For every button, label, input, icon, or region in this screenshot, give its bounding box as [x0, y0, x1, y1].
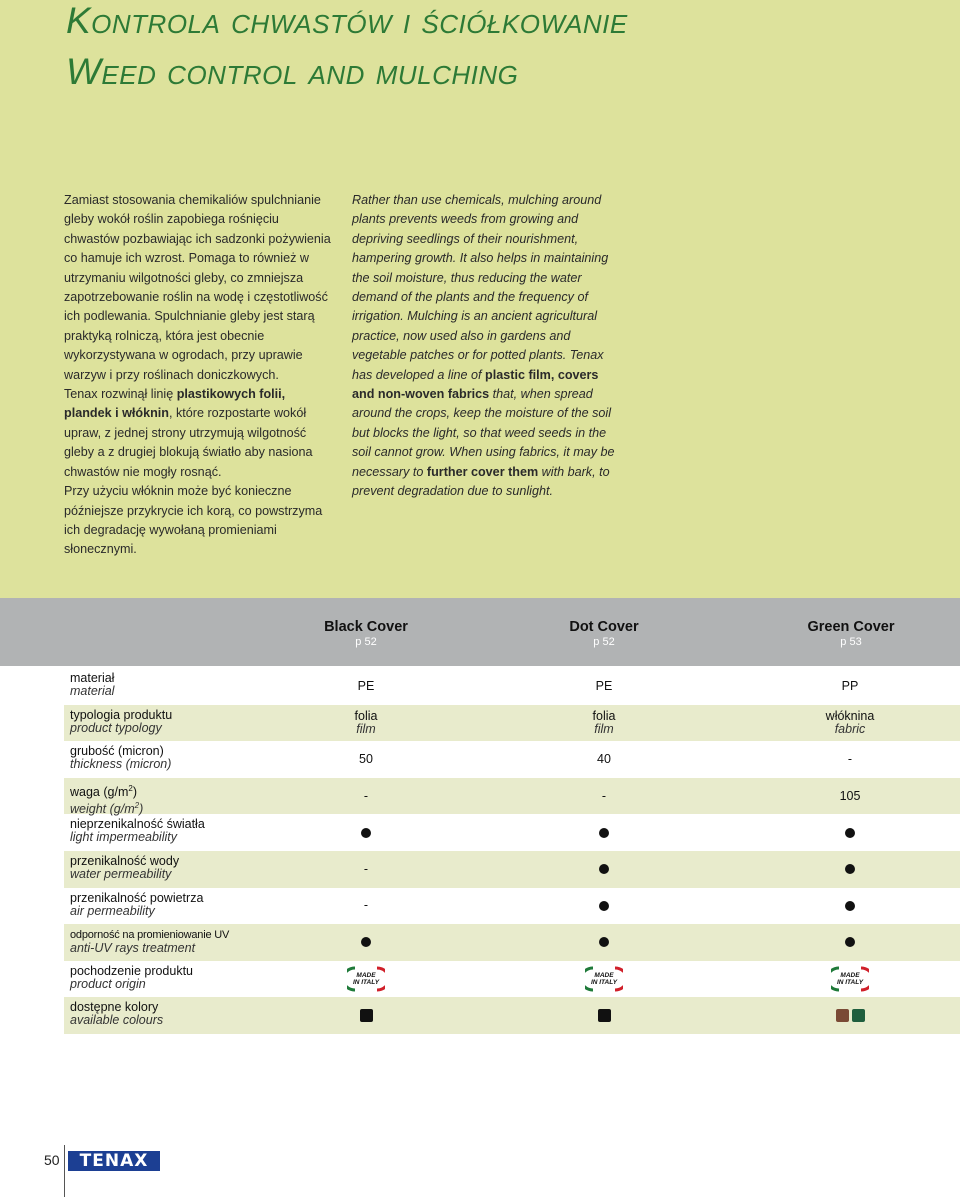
tenax-logo: [68, 1151, 160, 1171]
table-row-colours: [64, 997, 960, 1034]
label-pl: odporność na promieniowanie UV: [70, 929, 230, 942]
badge-line-1: MADE: [356, 972, 376, 980]
product-green-cover[interactable]: [761, 619, 941, 649]
cell-value: [544, 888, 664, 925]
table-row-uv-treatment: [64, 924, 960, 961]
label-pl-end: ): [132, 784, 137, 799]
yes-dot-icon: [845, 828, 855, 838]
footer-divider: [64, 1145, 65, 1197]
table-row-typology: [64, 705, 960, 742]
label-pl: nieprzenikalność światła: [70, 817, 205, 832]
value-pl: folia: [354, 708, 378, 723]
made-in-italy-badge-icon: [585, 965, 623, 993]
table-row-weight: [64, 778, 960, 815]
table-row-material: [64, 668, 960, 705]
table-row-origin: [64, 961, 960, 998]
cell-value: [790, 997, 910, 1034]
intro-pl-paragraph-1: Zamiast stosowania chemikaliów spulchnianie gleby wokół roślin zapobiega rośnięciu chwastów pozbawiając ich sadzonki pożywienia co hamuje ich wzrost. Pomaga to również w utrzymaniu wilgotności gleby, co zmniejsza zapotrzebowanie roślin na wodę i częstotliwość ich podlewania. Spulchnianie gleby jest starą praktyką rolniczą, która jest obecnie wykorzystywana w ogrodach, przy uprawie warzyw i przy roślinach doniczkowych.: [64, 193, 331, 382]
cell-value: [790, 961, 910, 998]
intro-panel: [0, 0, 960, 598]
cell-value: [544, 814, 664, 851]
badge-text: [831, 972, 869, 986]
value-en: film: [594, 721, 614, 736]
cell-value: 105: [839, 788, 861, 803]
cell-value: [544, 705, 664, 742]
yes-dot-icon: [599, 937, 609, 947]
cell-value: 40: [597, 751, 611, 766]
cell-value: [306, 814, 426, 851]
label-en: product typology: [70, 720, 162, 735]
label-en: light impermeability: [70, 830, 177, 845]
label-pl: materiał: [70, 671, 115, 685]
intro-text-pl: [64, 191, 334, 560]
intro-pl-p2-end: , które rozpostarte wokół upraw, z jednej strony utrzymują wilgotność gleby a z drugiej blokują światło aby nasiona chwastów nie mogły rosnąć.: [64, 406, 313, 479]
cell-value: -: [847, 751, 853, 766]
cell-value: [790, 705, 910, 742]
cell-value: [544, 961, 664, 998]
row-label: [70, 855, 179, 881]
label-pl: dostępne kolory: [70, 1000, 159, 1015]
made-in-italy-badge-icon: [347, 965, 385, 993]
label-en: product origin: [70, 976, 146, 991]
cell-value: [306, 924, 426, 961]
product-name: Dot Cover: [569, 619, 639, 635]
cell-value: 50: [359, 751, 373, 766]
title-pl: Kontrola chwastów i ściółkowanie: [66, 0, 628, 41]
row-label: [70, 818, 205, 844]
cell-value: -: [363, 788, 369, 803]
cell-value: [544, 924, 664, 961]
label-en-end: ): [139, 802, 144, 817]
row-label: [70, 782, 143, 816]
badge-line-1: MADE: [840, 972, 860, 980]
intro-pl-p2-bold: plastikowych folii, plandek i włóknin: [64, 387, 286, 421]
yes-dot-icon: [845, 937, 855, 947]
intro-en-bold-2: further cover them: [426, 464, 539, 479]
product-name: Black Cover: [324, 619, 408, 635]
product-dot-cover[interactable]: [514, 619, 694, 649]
intro-text-en: [352, 191, 622, 502]
intro-en-bold-1: plastic film, covers and non-woven fabrics: [352, 367, 599, 402]
badge-line-2: IN ITALY: [352, 979, 380, 987]
label-pl: [70, 785, 137, 799]
label-pl-sup: 2: [128, 783, 133, 793]
cell-value: [306, 961, 426, 998]
intro-en-part-2: that, when spread around the crops, keep the moisture of the soil but blocks the light, so that weed seeds in the soil cannot grow. When using fabrics, it may be necessary to: [352, 387, 615, 479]
yes-dot-icon: [361, 937, 371, 947]
yes-dot-icon: [599, 901, 609, 911]
cell-value: PE: [595, 678, 613, 693]
value-en: fabric: [834, 721, 866, 736]
label-pl: pochodzenie produktu: [70, 963, 194, 978]
badge-line-2: IN ITALY: [836, 979, 864, 987]
made-in-italy-badge-icon: [831, 965, 869, 993]
cell-value: PE: [357, 678, 375, 693]
yes-dot-icon: [361, 828, 371, 838]
label-pl: typologia produktu: [70, 707, 173, 722]
cell-value: PP: [841, 678, 859, 693]
intro-en-part-3: with bark, to prevent degradation due to sunlight.: [352, 464, 610, 499]
row-label: [70, 965, 193, 991]
label-en-main: weight (g/m: [70, 802, 135, 817]
cell-value: -: [601, 788, 607, 803]
value-en: film: [356, 721, 376, 736]
label-en: thickness (micron): [70, 757, 172, 772]
yes-dot-icon: [599, 864, 609, 874]
black-swatch: [598, 1009, 611, 1022]
cell-value: [306, 997, 426, 1034]
comparison-table: [64, 668, 960, 1034]
row-label: [70, 672, 114, 698]
cell-value: [790, 888, 910, 925]
table-row-thickness: [64, 741, 960, 778]
intro-pl-paragraph-3: Przy użyciu włóknin może być konieczne późniejsze przykrycie ich korą, co powstrzyma ich degradację wywołaną promieniami słonecznymi.: [64, 484, 323, 557]
label-pl-main: waga (g/m: [70, 784, 129, 799]
row-label: [70, 745, 171, 771]
product-black-cover[interactable]: [276, 619, 456, 649]
cell-value: -: [363, 898, 369, 913]
logo-text: TENAX: [79, 1151, 149, 1171]
label-en: air permeability: [70, 903, 155, 918]
label-en-sup: 2: [134, 800, 140, 810]
badge-line-2: IN ITALY: [590, 979, 618, 987]
row-label: [70, 928, 229, 955]
intro-en-part-1: Rather than use chemicals, mulching around plants prevents weeds from growing and depriving seedlings of their nourishment, hampering growth. It also helps in maintaining the soil moisture, thus reducing the water demand of the plants and the frequency of irrigation. Mulching is an ancient agricultural practice, now used also in gardens and vegetable patches or for potted plants. Tenax has developed a line of: [352, 193, 609, 382]
table-row-water-permeability: [64, 851, 960, 888]
cell-value: [790, 851, 910, 888]
label-en: available colours: [70, 1013, 164, 1028]
label-pl: grubość (micron): [70, 744, 164, 759]
cell-value: -: [363, 861, 369, 876]
product-page-ref: p 52: [355, 636, 377, 648]
label-pl: przenikalność wody: [70, 853, 180, 868]
yes-dot-icon: [599, 828, 609, 838]
label-en: material: [70, 684, 115, 698]
cell-value: [544, 851, 664, 888]
label-en: anti-UV rays treatment: [70, 941, 196, 956]
black-swatch: [360, 1009, 373, 1022]
product-name: Green Cover: [807, 619, 895, 635]
product-page-ref: p 53: [840, 636, 862, 648]
cell-value: [544, 997, 664, 1034]
badge-line-1: MADE: [594, 972, 614, 980]
green-swatch: [852, 1009, 865, 1022]
brown-swatch: [836, 1009, 849, 1022]
page-number: 50: [44, 1152, 60, 1168]
table-row-light-impermeability: [64, 814, 960, 851]
table-row-air-permeability: [64, 888, 960, 925]
value-pl: włóknina: [825, 708, 875, 723]
cell-value: [790, 924, 910, 961]
intro-pl-paragraph-2: [64, 385, 334, 482]
intro-pl-p2-start: Tenax rozwinął linię: [64, 387, 177, 402]
title-en: Weed control and mulching: [66, 51, 519, 92]
row-label: [70, 892, 203, 918]
value-pl: folia: [592, 708, 616, 723]
row-label: [70, 1001, 163, 1027]
cell-value: [306, 705, 426, 742]
yes-dot-icon: [845, 864, 855, 874]
label-en: water permeability: [70, 866, 172, 881]
yes-dot-icon: [845, 901, 855, 911]
badge-text: [347, 972, 385, 986]
product-page-ref: p 52: [593, 636, 615, 648]
cell-value: [790, 814, 910, 851]
badge-text: [585, 972, 623, 986]
row-label: [70, 709, 172, 735]
label-pl: przenikalność powietrza: [70, 890, 204, 905]
